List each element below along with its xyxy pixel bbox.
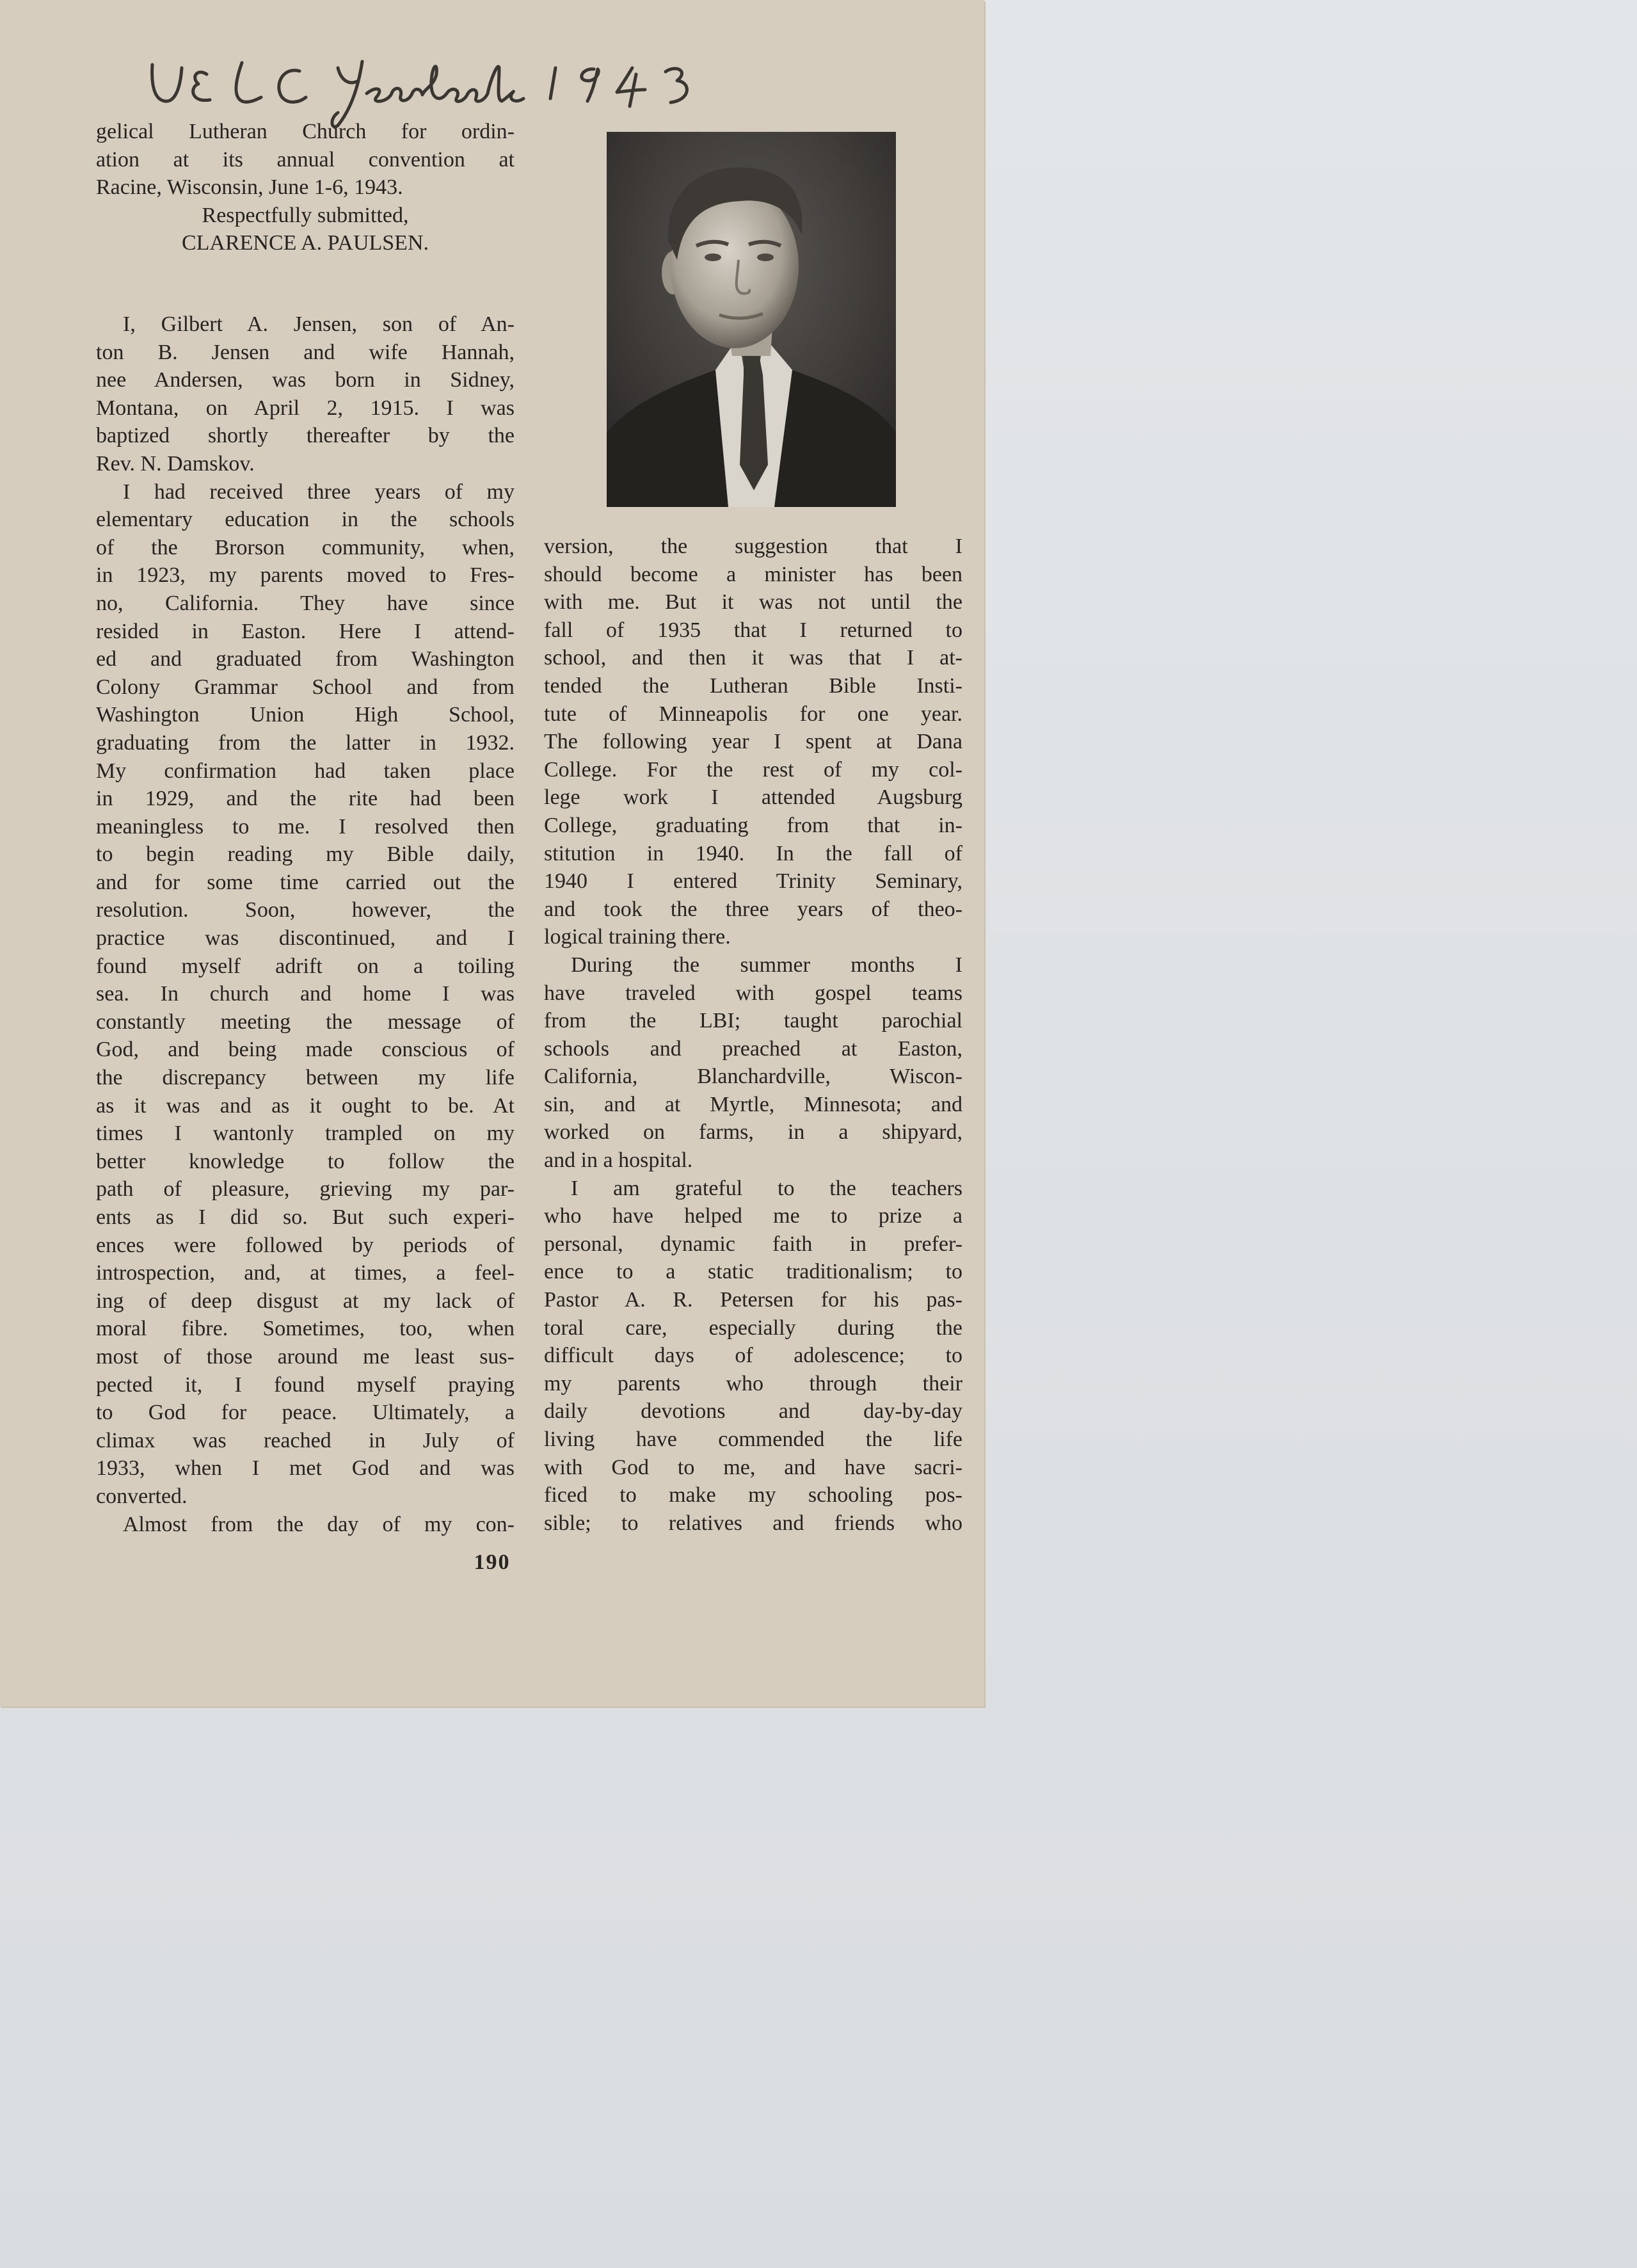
text-line: worked on farms, in a shipyard, (544, 1120, 962, 1145)
text-line: College, graduating from that in- (544, 813, 962, 837)
portrait-photo (607, 132, 896, 507)
text-line: My confirmation had taken place (96, 759, 515, 783)
text-line: ences were followed by periods of (96, 1233, 515, 1257)
text-line: to God for peace. Ultimately, a (96, 1401, 515, 1425)
text-line: sin, and at Myrtle, Minnesota; and (544, 1092, 962, 1116)
text-line: have traveled with gospel teams (544, 981, 962, 1005)
text-line: tute of Minneapolis for one year. (544, 702, 962, 726)
text-line: elementary education in the schools (96, 508, 515, 532)
text-line: should become a minister has been (544, 562, 962, 586)
text-line: ficed to make my schooling pos- (544, 1483, 962, 1508)
text-line: stitution in 1940. In the fall of (544, 841, 962, 865)
text-line: fall of 1935 that I returned to (544, 618, 962, 642)
text-line: from the LBI; taught parochial (544, 1009, 962, 1033)
text-line: God, and being made conscious of (96, 1038, 515, 1062)
text-line: no, California. They have since (96, 591, 515, 615)
text-line: the discrepancy between my life (96, 1066, 515, 1090)
text-line: 1940 I entered Trinity Seminary, (544, 869, 962, 894)
text-line: found myself adrift on a toiling (96, 954, 515, 978)
text-line: California, Blanchardville, Wiscon- (544, 1065, 962, 1089)
text-line: Montana, on April 2, 1915. I was (96, 396, 515, 420)
text-line: practice was discontinued, and I (96, 926, 515, 951)
text-line: schools and preached at Easton, (544, 1036, 962, 1061)
text-line: gelical Lutheran Church for ordin- (96, 120, 515, 143)
text-line: ed and graduated from Washington (96, 647, 515, 672)
text-line: of the Brorson community, when, (96, 535, 515, 559)
text-line: ation at its annual convention at (96, 147, 515, 172)
text-line: baptized shortly thereafter by the (96, 424, 515, 448)
text-line: lege work I attended Augsburg (544, 785, 962, 810)
text-line: who have helped me to prize a (544, 1204, 962, 1228)
text-line: school, and then it was that I at- (544, 646, 962, 670)
text-line: better knowledge to follow the (96, 1149, 515, 1173)
text-line: 1933, when I met God and was (96, 1456, 515, 1481)
text-line: College. For the rest of my col- (544, 757, 962, 782)
text-line: and took the three years of theo- (544, 897, 962, 921)
text-line: resided in Easton. Here I attend- (96, 619, 515, 643)
signature-line: CLARENCE A. PAULSEN. (181, 231, 429, 255)
page-number: 190 (474, 1550, 511, 1574)
text-line: constantly meeting the message of (96, 1009, 515, 1034)
text-line: most of those around me least sus- (96, 1344, 515, 1369)
text-line: my parents who through their (544, 1371, 962, 1395)
text-line: tended the Lutheran Bible Insti- (544, 673, 962, 698)
text-line: Almost from the day of my con- (123, 1512, 515, 1536)
text-line: resolution. Soon, however, the (96, 898, 515, 922)
text-line: and for some time carried out the (96, 870, 515, 894)
text-line: sible; to relatives and friends who (544, 1511, 962, 1535)
text-line: nee Andersen, was born in Sidney, (96, 368, 515, 392)
text-line: meaningless to me. I resolved then (96, 814, 515, 839)
text-line: logical training there. (544, 925, 731, 949)
text-line: with me. But it was not until the (544, 590, 962, 615)
text-line: I, Gilbert A. Jensen, son of An- (123, 312, 515, 336)
closing-line: Respectfully submitted, (202, 203, 409, 227)
right-column (544, 533, 962, 1537)
text-line: Racine, Wisconsin, June 1-6, 1943. (96, 175, 403, 200)
text-line: daily devotions and day-by-day (544, 1399, 962, 1424)
text-line: ence to a static traditionalism; to (544, 1260, 962, 1284)
text-line: Pastor A. R. Petersen for his pas- (544, 1288, 962, 1312)
yearbook-clipping (0, 0, 984, 1707)
top-column (96, 118, 515, 257)
text-line: version, the suggestion that I (544, 535, 962, 558)
text-line: and in a hospital. (544, 1148, 693, 1173)
text-line: in 1929, and the rite had been (96, 787, 515, 811)
text-line: Washington Union High School, (96, 703, 515, 727)
left-column (96, 310, 515, 1538)
text-line: I am grateful to the teachers (571, 1176, 962, 1200)
text-line: moral fibre. Sometimes, too, when (96, 1317, 515, 1341)
text-line: During the summer months I (571, 953, 962, 977)
text-line: as it was and as it ought to be. At (96, 1093, 515, 1118)
text-line: ing of deep disgust at my lack of (96, 1289, 515, 1313)
text-line: converted. (96, 1484, 188, 1508)
text-line: I had received three years of my (123, 479, 515, 504)
text-line: The following year I spent at Dana (544, 730, 962, 754)
text-line: Colony Grammar School and from (96, 675, 515, 699)
text-line: path of pleasure, grieving my par- (96, 1177, 515, 1202)
text-line: with God to me, and have sacri- (544, 1455, 962, 1479)
text-line: ents as I did so. But such experi- (96, 1205, 515, 1229)
text-line: graduating from the latter in 1932. (96, 730, 515, 755)
text-line: in 1923, my parents moved to Fres- (96, 563, 515, 588)
text-line: toral care, especially during the (544, 1315, 962, 1340)
text-line: to begin reading my Bible daily, (96, 842, 515, 867)
text-line: climax was reached in July of (96, 1428, 515, 1452)
text-line: ton B. Jensen and wife Hannah, (96, 340, 515, 364)
text-line: personal, dynamic faith in prefer- (544, 1232, 962, 1256)
text-line: times I wantonly trampled on my (96, 1122, 515, 1146)
text-line: sea. In church and home I was (96, 982, 515, 1006)
text-line: pected it, I found myself praying (96, 1372, 515, 1397)
text-line: difficult days of adolescence; to (544, 1344, 962, 1368)
text-line: Rev. N. Damskov. (96, 451, 255, 476)
text-line: living have commended the life (544, 1428, 962, 1451)
text-line: introspection, and, at times, a feel- (96, 1261, 515, 1285)
